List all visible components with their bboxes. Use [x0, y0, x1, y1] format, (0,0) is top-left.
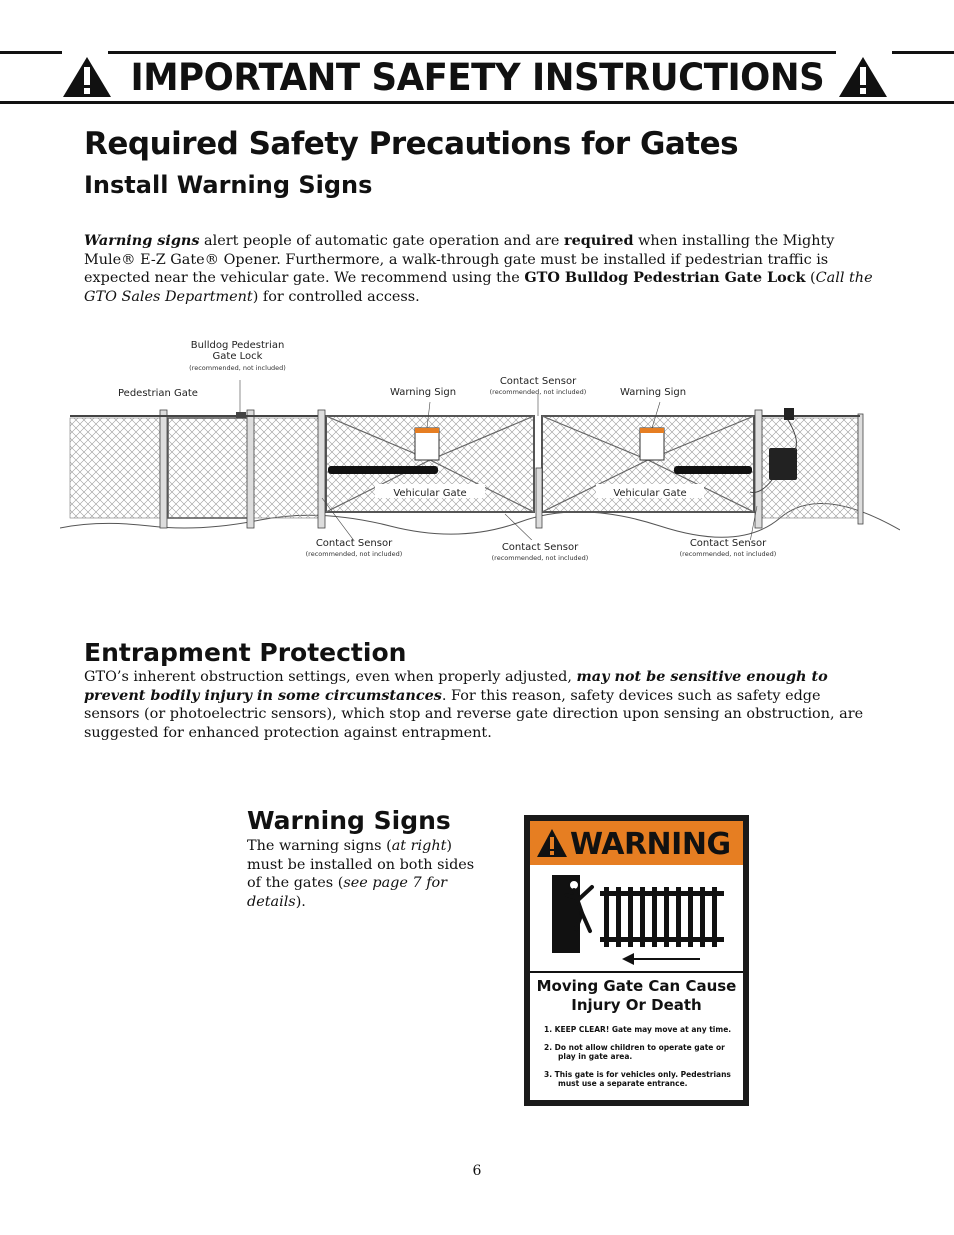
list-item: 3. This gate is for vehicles only. Pedestrians must use a separate entrance.	[544, 1070, 731, 1088]
sign-title: Moving Gate Can Cause Injury Or Death	[536, 977, 737, 1014]
page-title: Required Safety Precautions for Gates	[84, 126, 739, 162]
entrapment-paragraph: GTO’s inherent obstruction settings, even when properly adjusted, may not be sensitive enough to prevent bodily injury in some circumstances. For this reason, safety devices such as safety edge sensors (or photoelectric sensors), which stop and reverse gate direction upon sensing an obstruction, are suggested for enhanced protection against entrapment.	[84, 668, 864, 741]
label-vehicular-gate-right: Vehicular Gate	[613, 488, 687, 499]
gate-installation-diagram	[60, 380, 900, 540]
warning-sign-illustration	[524, 815, 749, 1106]
banner-top-rule	[0, 51, 62, 54]
banner-top-rule	[108, 51, 836, 54]
warning-triangle-icon	[536, 828, 568, 858]
list-item: 2. Do not allow children to operate gate or play in gate area.	[544, 1043, 725, 1061]
label-contact-sensor-mid: Contact Sensor (recommended, not included)	[491, 542, 589, 562]
label-pedestrian-gate: Pedestrian Gate	[118, 388, 198, 399]
sign-body	[530, 865, 743, 1100]
banner-top-rule	[892, 51, 954, 54]
sign-header	[530, 821, 743, 865]
label-contact-sensor-top: Contact Sensor (recommended, not included)	[489, 376, 587, 396]
label-warning-sign-left: Warning Sign	[390, 387, 457, 398]
section-heading-warning-signs: Warning Signs	[247, 806, 451, 835]
sign-instructions	[544, 1025, 734, 1097]
sign-header-text: WARNING	[570, 827, 731, 862]
section-heading-install-signs: Install Warning Signs	[84, 171, 373, 199]
label-bulldog-lock: Bulldog Pedestrian Gate Lock (recommended, not included)	[189, 340, 286, 372]
page-number: 6	[472, 1163, 482, 1179]
banner-bottom-rule	[0, 101, 954, 104]
intro-paragraph: Warning signs alert people of automatic gate operation and are required when installing the Mighty Mule® E-Z Gate® Opener. Furthermore, a walk-through gate must be installed if pedestrian traffic is expected near the vehicular gate. We recommend using the GTO Bulldog Pedestrian Gate Lock (Call the GTO Sales Department) for controlled access.	[84, 232, 873, 305]
label-vehicular-gate-left: Vehicular Gate	[393, 488, 467, 499]
moving-gate-pictogram	[530, 865, 743, 973]
label-warning-sign-right: Warning Sign	[620, 387, 687, 398]
label-contact-sensor-left: Contact Sensor (recommended, not included)	[305, 538, 403, 558]
label-contact-sensor-right: Contact Sensor (recommended, not included)	[679, 538, 777, 558]
section-heading-entrapment: Entrapment Protection	[84, 638, 407, 667]
banner-title: IMPORTANT SAFETY INSTRUCTIONS	[130, 56, 824, 99]
list-item: 1. KEEP CLEAR! Gate may move at any time.	[544, 1025, 732, 1034]
warning-signs-paragraph: The warning signs (at right) must be installed on both sides of the gates (see page 7 for details).	[247, 838, 475, 910]
